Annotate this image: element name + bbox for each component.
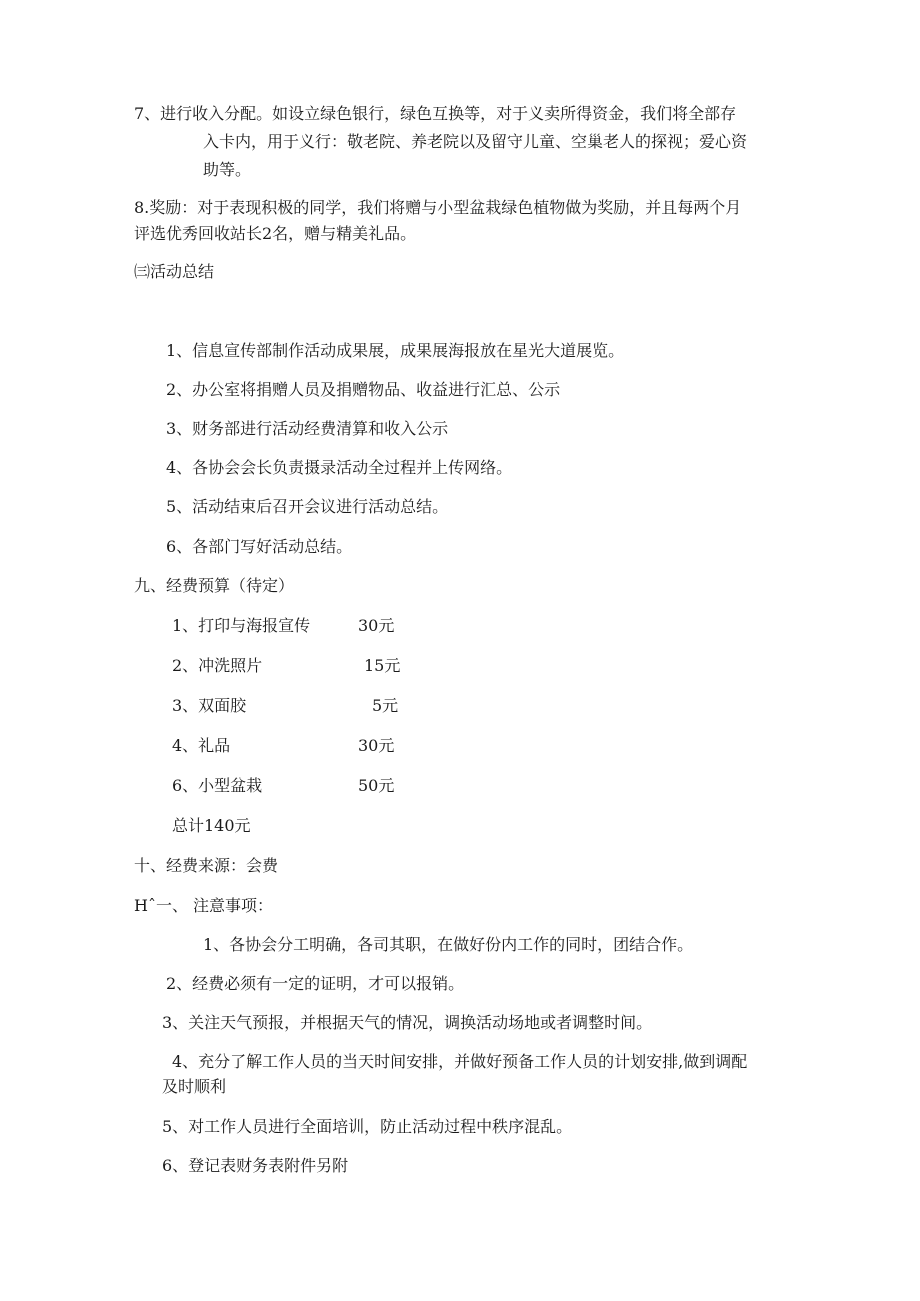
summary-item-4: 4、各协会会长负责摄录活动全过程并上传网络。 [166, 458, 513, 477]
budget-item-label: 3、双面胶 [172, 696, 247, 715]
notes-item-4-line-1: 4、充分了解工作人员的当天时间安排，并做好预备工作人员的计划安排,做到调配 [172, 1052, 748, 1071]
budget-item-label: 4、礼品 [172, 736, 231, 755]
budget-item-amount: 30元 [358, 616, 395, 635]
budget-item-amount: 15元 [364, 656, 401, 675]
summary-item-3: 3、财务部进行活动经费清算和收入公示 [166, 419, 449, 438]
item-8-line-1: 8.奖励：对于表现积极的同学，我们将赠与小型盆栽绿色植物做为奖励，并且每两个月 [134, 198, 742, 217]
budget-item-amount: 30元 [358, 736, 395, 755]
summary-item-6: 6、各部门写好活动总结。 [166, 537, 353, 556]
budget-item-label: 2、冲洗照片 [172, 656, 263, 675]
notes-item-3: 3、关注天气预报，并根据天气的情况，调换活动场地或者调整时间。 [162, 1013, 653, 1032]
notes-heading: Hˆ一、 注意事项： [134, 896, 274, 915]
summary-item-2: 2、办公室将捐赠人员及捐赠物品、收益进行汇总、公示 [166, 380, 561, 399]
summary-item-1: 1、信息宣传部制作活动成果展，成果展海报放在星光大道展览。 [166, 341, 625, 360]
notes-item-1: 1、各协会分工明确，各司其职，在做好份内工作的同时，团结合作。 [203, 935, 694, 954]
item-7-line-3: 助等。 [203, 160, 252, 179]
item-7-line-1: 7、进行收入分配。如设立绿色银行，绿色互换等，对于义卖所得资金，我们将全部存 [134, 104, 737, 123]
funding-heading: 十、经费来源：会费 [134, 856, 279, 875]
item-8-line-2: 评选优秀回收站长2名，赠与精美礼品。 [134, 224, 417, 243]
budget-item-label: 6、小型盆栽 [172, 776, 263, 795]
budget-total: 总计140元 [172, 816, 251, 835]
summary-heading: ㈢活动总结 [134, 262, 215, 281]
budget-heading: 九、经费预算（待定） [134, 576, 295, 595]
notes-item-6: 6、登记表财务表附件另附 [162, 1156, 349, 1175]
budget-item-label: 1、打印与海报宣传 [172, 616, 311, 635]
budget-item-amount: 5元 [372, 696, 399, 715]
notes-item-5: 5、对工作人员进行全面培训，防止活动过程中秩序混乱。 [162, 1117, 573, 1136]
notes-item-4-line-2: 及时顺利 [162, 1077, 227, 1096]
summary-item-5: 5、活动结束后召开会议进行活动总结。 [166, 497, 449, 516]
budget-item-amount: 50元 [358, 776, 395, 795]
item-7-line-2: 入卡内，用于义行：敬老院、养老院以及留守儿童、空巢老人的探视；爱心资 [203, 132, 748, 151]
notes-item-2: 2、经费必须有一定的证明，才可以报销。 [166, 974, 465, 993]
